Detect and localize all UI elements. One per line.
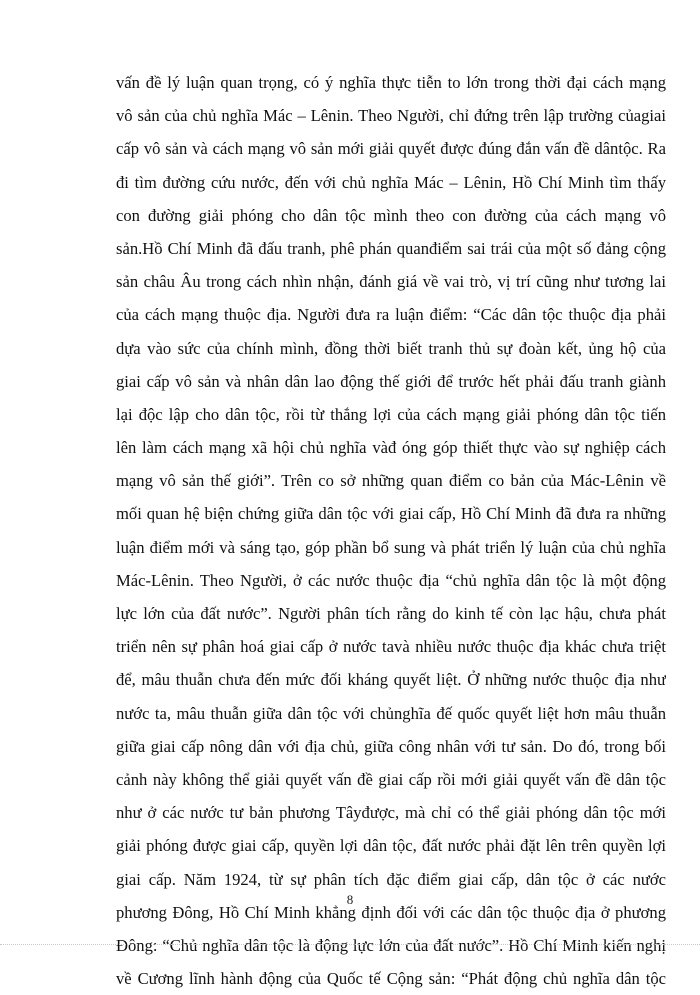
text-line: của cách mạng thuộc địa. Người đưa ra luận điểm: “Các dân tộc thuộc địa phải — [116, 305, 666, 325]
text-line: giai cấp. Năm 1924, từ sự phân tích đặc điểm giai cấp, dân tộc ở các nước — [116, 869, 666, 889]
text-line: dựa vào sức của chính mình, đồng thời biết tranh thủ sự đoàn kết, ủng hộ của — [116, 338, 666, 358]
text-line: triển nên sự phân hoá giai cấp ở nước tavà nhiều nước thuộc địa khác chưa triệt — [116, 637, 666, 657]
text-line: giai cấp vô sản và nhân dân lao động thế giới để trước hết phải đấu tranh giành — [116, 371, 666, 391]
text-line: sản.Hồ Chí Minh đã đấu tranh, phê phán quanđiểm sai trái của một số đảng cộng — [116, 238, 666, 258]
text-line: luận điểm mới và sáng tạo, góp phần bổ sung và phát triển lý luận của chủ nghĩa — [116, 537, 666, 557]
text-line: về Cương lĩnh hành động của Quốc tế Cộng sản: “Phát động chủ nghĩa dân tộc — [116, 969, 666, 989]
text-line: như ở các nước tư bản phương Tâyđược, mà chỉ có thể giải phóng dân tộc mới — [116, 803, 666, 823]
text-line: Đông: “Chủ nghĩa dân tộc là động lực lớn của đất nước”. Hồ Chí Minh kiến nghị — [116, 935, 666, 955]
text-line: Mác-Lênin. Theo Người, ở các nước thuộc địa “chủ nghĩa dân tộc là một động — [116, 570, 666, 590]
text-line: con đường giải phóng cho dân tộc mình theo con đường của cách mạng vô — [116, 205, 666, 225]
text-line: lên làm cách mạng xã hội chủ nghĩa vàđ óng góp thiết thực vào sự nghiệp cách — [116, 438, 666, 458]
text-line: vấn đề lý luận quan trọng, có ý nghĩa thực tiễn to lớn trong thời đại cách mạng — [116, 73, 666, 92]
text-line: nước ta, mâu thuẫn giữa dân tộc với chủnghĩa đế quốc quyết liệt hơn mâu thuẫn — [116, 703, 666, 723]
text-line: vô sản của chủ nghĩa Mác – Lênin. Theo Người, chỉ đứng trên lập trường củagiai — [116, 106, 666, 126]
text-line: để, mâu thuẫn chưa đến mức đối kháng quyết liệt. Ở những nước thuộc địa như — [116, 670, 666, 690]
text-line: cảnh này không thể giải quyết vấn đề giai cấp rồi mới giải quyết vấn đề dân tộc — [116, 769, 666, 789]
text-line: mạng vô sản thế giới”. Trên co sở những quan điểm co bản của Mác-Lênin về — [116, 471, 666, 491]
text-line: mối quan hệ biện chứng giữa dân tộc với giai cấp, Hồ Chí Minh đã đưa ra những — [116, 504, 666, 524]
text-line: cấp vô sản và cách mạng vô sản mới giải quyết được đúng đắn vấn đề dântộc. Ra — [116, 139, 666, 159]
text-line: lại độc lập cho dân tộc, rồi từ thắng lợi của cách mạng giải phóng dân tộc tiến — [116, 404, 666, 424]
page-bottom-divider — [0, 944, 700, 945]
page-number: 8 — [346, 892, 354, 907]
text-line: phương Đông, Hồ Chí Minh khẳng định đối với các dân tộc thuộc địa ở phương — [116, 902, 666, 922]
body-paragraph — [116, 66, 666, 995]
text-line: giải phóng được giai cấp, quyền lợi dân tộc, đất nước phải đặt lên trên quyền lợi — [116, 836, 666, 856]
text-line: sản châu Âu trong cách nhìn nhận, đánh giá về vai trò, vị trí cũng như tương lai — [116, 272, 666, 292]
text-line: lực lớn của đất nước”. Người phân tích rằng do kinh tế còn lạc hậu, chưa phát — [116, 604, 666, 623]
text-line: đi tìm đường cứu nước, đến với chủ nghĩa Mác – Lênin, Hồ Chí Minh tìm thấy — [116, 172, 666, 192]
text-line: giữa giai cấp nông dân với địa chủ, giữa công nhân với tư sản. Do đó, trong bối — [116, 736, 666, 756]
